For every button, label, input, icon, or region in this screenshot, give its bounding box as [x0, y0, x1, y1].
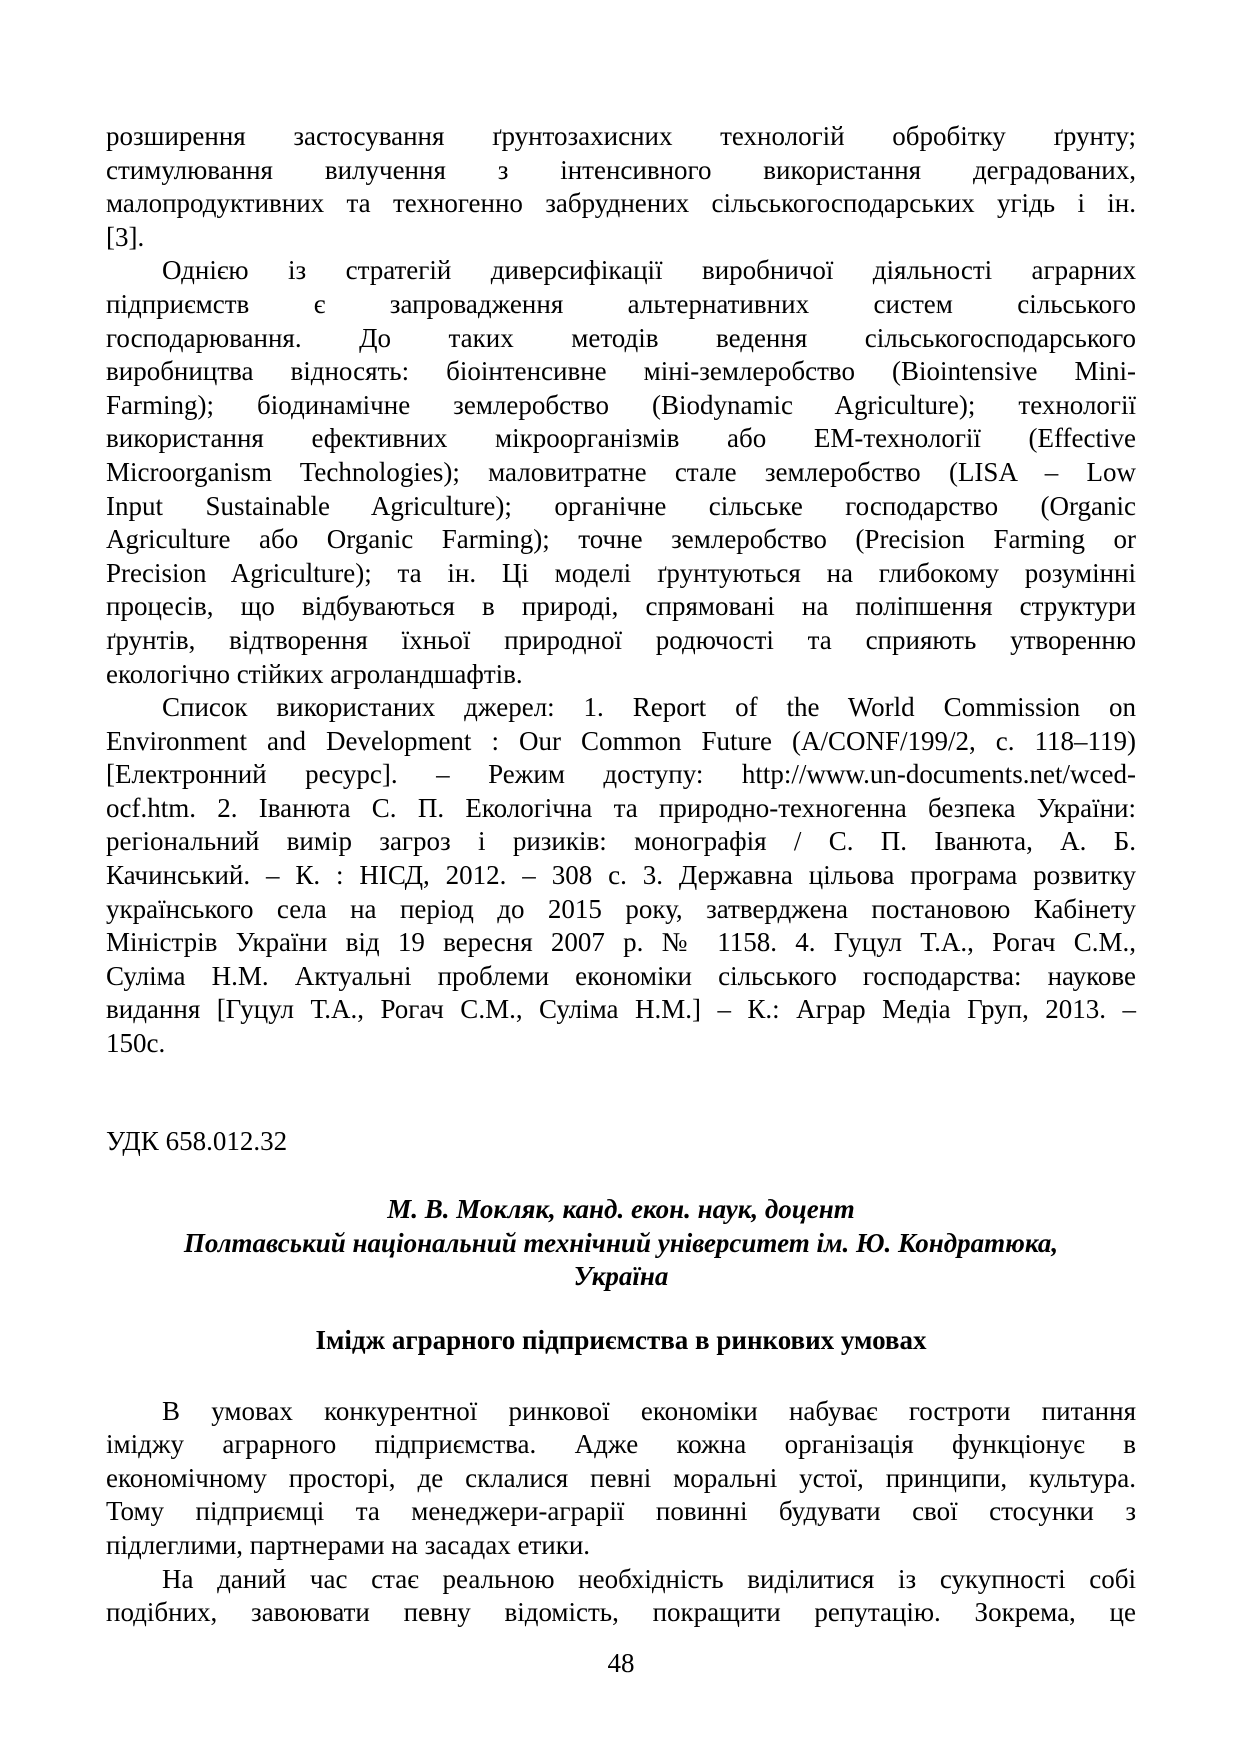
text-line: Input Sustainable Agriculture); органічне сільське господарство (Organic	[106, 490, 1136, 521]
text-line: 150с.	[106, 1028, 166, 1059]
paragraph	[106, 1563, 1136, 1630]
article-title: Імідж аграрного підприємства в ринкових умовах	[315, 1325, 927, 1355]
text-line: розширення застосування ґрунтозахисних технологій обробітку ґрунту;	[106, 121, 1136, 151]
text-line: іміджу аграрного підприємства. Адже кожна організація функціонує в	[106, 1429, 1136, 1460]
paragraph	[106, 254, 1136, 691]
text-line: Agriculture або Organic Farming); точне землеробство (Precision Farming or	[106, 524, 1136, 555]
udc-code: УДК 658.012.32	[106, 1125, 288, 1156]
paragraph	[106, 120, 1136, 254]
text-line: Environment and Development : Our Common Future (A/CONF/199/2, с. 118–119)	[106, 725, 1136, 756]
text-line: [Електронний ресурс]. – Режим доступу: http://www.un-documents.net/wced-	[106, 759, 1136, 790]
text-line: [3].	[106, 221, 145, 252]
text-line: Precision Agriculture); та ін. Ці моделі ґрунтуються на глибокому розумінні	[106, 557, 1136, 588]
text-line: стимулювання вилучення з інтенсивного використання деградованих,	[106, 154, 1136, 185]
author-affiliation: Полтавський національний технічний університет ім. Ю. Кондратюка,	[183, 1227, 1059, 1258]
text-line: видання [Гуцул Т.А., Рогач С.М., Суліма Н.М.] – К.: Аграр Медіа Груп, 2013. –	[106, 994, 1136, 1025]
text-line: екологічно стійких агроландшафтів.	[106, 658, 523, 689]
text-line: виробництва відносять: біоінтенсивне міні-землеробство (Biointensive Mini-	[106, 356, 1136, 387]
author-block	[106, 1193, 1136, 1294]
text-line: підлеглими, партнерами на засадах етики.	[106, 1529, 591, 1560]
text-line: Качинський. – К. : НІСД, 2012. – 308 с. 3. Державна цільова програма розвитку	[106, 860, 1136, 891]
text-line: підприємств є запровадження альтернативних систем сільського	[106, 288, 1136, 319]
text-line: малопродуктивних та техногенно забруднених сільськогосподарських угідь і ін.	[106, 188, 1136, 219]
text-line: господарювання. До таких методів ведення сільськогосподарського	[106, 322, 1136, 353]
text-line: використання ефективних мікроорганізмів або ЕМ-технології (Effective	[106, 423, 1136, 454]
references-section	[106, 120, 1136, 1061]
author-name: М. В. Мокляк, канд. екон. наук, доцент	[387, 1194, 855, 1225]
paragraph	[106, 1395, 1136, 1563]
text-line: економічному просторі, де склалися певні моральні устої, принципи, культура.	[106, 1462, 1136, 1493]
author-country: Україна	[573, 1261, 669, 1292]
text-line: процесів, що відбуваються в природі, спрямовані на поліпшення структури	[106, 591, 1136, 622]
text-line: ocf.htm. 2. Іванюта С. П. Екологічна та природно-техногенна безпека України:	[106, 792, 1136, 823]
text-line: Farming); біодинамічне землеробство (Biodynamic Agriculture); технології	[106, 389, 1136, 420]
text-line: подібних, завоювати певну відомість, покращити репутацію. Зокрема, це	[106, 1597, 1136, 1628]
text-line: регіональний вимір загроз і ризиків: монографія / С. П. Іванюта, А. Б.	[106, 826, 1136, 857]
text-line: Однією із стратегій диверсифікації виробничої діяльності аграрних	[162, 255, 1136, 286]
text-line: Міністрів України від 19 вересня 2007 р. № 1158. 4. Гуцул Т.А., Рогач С.М.,	[106, 927, 1136, 958]
text-line: Тому підприємці та менеджери-аграрії повинні будувати свої стосунки з	[106, 1496, 1136, 1527]
text-line: На даний час стає реальною необхідність виділитися із сукупності собі	[162, 1563, 1136, 1594]
text-line: Суліма Н.М. Актуальні проблеми економіки сільського господарства: наукове	[106, 960, 1136, 991]
text-line: Microorganism Technologies); маловитратне стале землеробство (LISA – Low	[106, 456, 1136, 487]
page-number: 48	[607, 1647, 635, 1678]
article-body	[106, 1395, 1136, 1630]
paragraph	[106, 691, 1136, 1061]
text-line: українського села на період до 2015 року, затверджена постановою Кабінету	[106, 893, 1136, 924]
text-line: В умовах конкурентної ринкової економіки набуває гостроти питання	[162, 1395, 1136, 1426]
text-line: ґрунтів, відтворення їхньої природної родючості та сприяють утворенню	[106, 624, 1136, 655]
text-line: Список використаних джерел: 1. Report of the World Commission on	[162, 692, 1136, 723]
